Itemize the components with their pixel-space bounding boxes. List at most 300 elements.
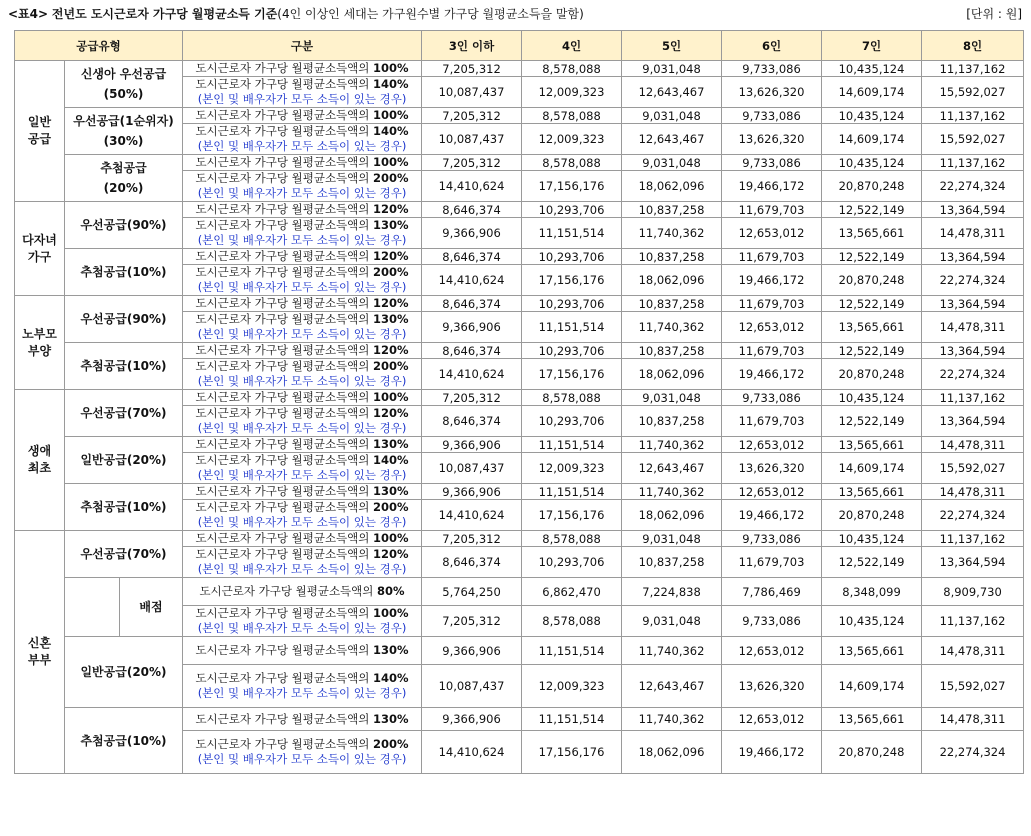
unit-label: [단위 : 원]: [966, 7, 1022, 21]
income-value: 13,364,594: [922, 547, 1024, 578]
income-value: 10,837,258: [622, 343, 722, 359]
income-value: 17,156,176: [522, 265, 622, 296]
dual-income-note: (본인 및 배우자가 모두 소득이 있는 경우): [197, 562, 407, 576]
income-value: 12,522,149: [822, 343, 922, 359]
table-row: [15, 61, 1024, 77]
income-value: 13,626,320: [722, 453, 822, 484]
spacer-cell: [65, 578, 120, 637]
income-value: 10,293,706: [522, 249, 622, 265]
description-text: [195, 155, 408, 169]
income-value: 13,626,320: [722, 665, 822, 708]
income-value: 5,764,250: [422, 578, 522, 606]
income-value: 15,592,027: [922, 665, 1024, 708]
description-prefix: 도시근로자 가구당 월평균소득액의: [195, 296, 370, 310]
description-cell: [183, 665, 422, 708]
income-value: 12,009,323: [522, 77, 622, 108]
description-prefix: 도시근로자 가구당 월평균소득액의: [195, 711, 370, 726]
description-cell: [183, 249, 422, 265]
income-value: 13,565,661: [822, 637, 922, 665]
header-category: 구분: [183, 31, 422, 61]
income-percent: 200%: [373, 500, 409, 514]
description-text: [195, 343, 408, 357]
income-value: 9,031,048: [622, 108, 722, 124]
income-value: 13,364,594: [922, 406, 1024, 437]
subgroup-cell: 우선공급(90%): [65, 202, 183, 249]
income-value: 13,565,661: [822, 437, 922, 453]
income-value: 11,151,514: [522, 218, 622, 249]
income-value: 8,578,088: [522, 390, 622, 406]
income-value: 22,274,324: [922, 359, 1024, 390]
income-value: 9,031,048: [622, 61, 722, 77]
dual-income-note: (본인 및 배우자가 모두 소득이 있는 경우): [197, 233, 407, 247]
subgroup-cell: 추첨공급 (20%): [65, 155, 183, 202]
description-text: [195, 643, 408, 657]
description-text: [195, 312, 408, 326]
income-value: 9,031,048: [622, 606, 722, 637]
income-value: 7,224,838: [622, 578, 722, 606]
table-row: [15, 578, 1024, 606]
income-value: 14,478,311: [922, 484, 1024, 500]
income-value: 10,435,124: [822, 390, 922, 406]
income-value: 7,205,312: [422, 108, 522, 124]
income-percent: 120%: [373, 547, 409, 561]
income-value: 18,062,096: [622, 500, 722, 531]
income-value: 20,870,248: [822, 171, 922, 202]
income-value: 17,156,176: [522, 500, 622, 531]
income-value: 10,435,124: [822, 61, 922, 77]
description-prefix: 도시근로자 가구당 월평균소득액의: [195, 453, 370, 467]
description-prefix: 도시근로자 가구당 월평균소득액의: [195, 343, 370, 357]
income-value: 9,733,086: [722, 606, 822, 637]
income-value: 22,274,324: [922, 171, 1024, 202]
income-value: 11,740,362: [622, 484, 722, 500]
income-value: 10,087,437: [422, 665, 522, 708]
income-value: 13,626,320: [722, 77, 822, 108]
description-cell: [183, 343, 422, 359]
income-value: 20,870,248: [822, 731, 922, 774]
description-prefix: 도시근로자 가구당 월평균소득액의: [195, 124, 370, 138]
subgroup-cell: 추첨공급(10%): [65, 249, 183, 296]
income-value: 9,031,048: [622, 390, 722, 406]
caption-label: <표4>: [8, 7, 49, 21]
description-prefix: 도시근로자 가구당 월평균소득액의: [195, 531, 370, 545]
income-value: 9,366,906: [422, 218, 522, 249]
description-cell: [183, 124, 422, 155]
income-value: 9,366,906: [422, 637, 522, 665]
dual-income-note: (본인 및 배우자가 모두 소득이 있는 경우): [197, 186, 407, 200]
income-value: 10,293,706: [522, 202, 622, 218]
income-value: 6,862,470: [522, 578, 622, 606]
income-value: 10,837,258: [622, 249, 722, 265]
description-prefix: 도시근로자 가구당 월평균소득액의: [195, 171, 370, 185]
description-prefix: 도시근로자 가구당 월평균소득액의: [195, 437, 370, 451]
table-row: [15, 155, 1024, 171]
income-value: 14,478,311: [922, 437, 1024, 453]
income-value: 19,466,172: [722, 500, 822, 531]
income-value: 11,137,162: [922, 61, 1024, 77]
income-value: 8,646,374: [422, 343, 522, 359]
income-value: 14,478,311: [922, 218, 1024, 249]
table-row: [15, 531, 1024, 547]
income-value: 11,151,514: [522, 637, 622, 665]
description-text: [195, 453, 408, 467]
income-value: 8,646,374: [422, 406, 522, 437]
group-cell: 일반 공급: [15, 61, 65, 202]
income-value: 20,870,248: [822, 500, 922, 531]
income-percent: 100%: [373, 108, 409, 122]
description-text: [195, 437, 408, 451]
description-cell: [183, 531, 422, 547]
description-text: [199, 584, 404, 598]
description-cell: [183, 406, 422, 437]
income-value: 17,156,176: [522, 359, 622, 390]
description-cell: [183, 453, 422, 484]
description-text: [195, 61, 408, 75]
description-prefix: 도시근로자 가구당 월평균소득액의: [199, 584, 374, 598]
income-value: 12,009,323: [522, 124, 622, 155]
table-row: [15, 343, 1024, 359]
income-value: 14,478,311: [922, 312, 1024, 343]
dual-income-note: (본인 및 배우자가 모두 소득이 있는 경우): [197, 139, 407, 153]
description-text: [195, 296, 408, 310]
income-value: 9,031,048: [622, 531, 722, 547]
description-cell: [183, 359, 422, 390]
income-value: 11,137,162: [922, 531, 1024, 547]
table-row: [15, 108, 1024, 124]
income-percent: 200%: [373, 359, 409, 373]
income-value: 19,466,172: [722, 265, 822, 296]
group-cell: 다자녀 가구: [15, 202, 65, 296]
income-value: 9,366,906: [422, 708, 522, 731]
income-value: 12,009,323: [522, 665, 622, 708]
income-value: 20,870,248: [822, 265, 922, 296]
income-value: 12,653,012: [722, 437, 822, 453]
income-value: 14,410,624: [422, 731, 522, 774]
income-percent: 200%: [373, 737, 409, 751]
description-cell: [183, 637, 422, 665]
income-value: 12,522,149: [822, 296, 922, 312]
income-value: 8,578,088: [522, 606, 622, 637]
description-text: [195, 249, 408, 263]
header-5: 5인: [622, 31, 722, 61]
income-percent: 100%: [373, 61, 409, 75]
income-value: 12,643,467: [622, 453, 722, 484]
description-prefix: 도시근로자 가구당 월평균소득액의: [195, 202, 370, 216]
dual-income-note: (본인 및 배우자가 모두 소득이 있는 경우): [197, 421, 407, 435]
income-value: 13,364,594: [922, 202, 1024, 218]
description-cell: [183, 708, 422, 731]
income-value: 13,364,594: [922, 343, 1024, 359]
income-value: 7,205,312: [422, 606, 522, 637]
income-percent: 140%: [373, 453, 409, 467]
description-text: [195, 124, 408, 138]
income-value: 10,293,706: [522, 343, 622, 359]
income-value: 12,653,012: [722, 708, 822, 731]
income-value: 12,653,012: [722, 312, 822, 343]
description-text: [195, 531, 408, 545]
income-percent: 130%: [373, 484, 409, 498]
description-prefix: 도시근로자 가구당 월평균소득액의: [195, 547, 370, 561]
header-4: 4인: [522, 31, 622, 61]
income-value: 9,031,048: [622, 155, 722, 171]
income-percent: 100%: [373, 531, 409, 545]
income-percent: 130%: [373, 437, 409, 451]
description-text: [195, 171, 408, 185]
description-text: [195, 547, 408, 561]
income-percent: 130%: [373, 643, 409, 657]
income-value: 8,578,088: [522, 61, 622, 77]
table-caption: [8, 4, 1024, 24]
description-cell: [183, 312, 422, 343]
income-value: 9,366,906: [422, 437, 522, 453]
income-value: 10,293,706: [522, 296, 622, 312]
income-percent: 120%: [373, 249, 409, 263]
income-value: 13,626,320: [722, 124, 822, 155]
income-value: 12,522,149: [822, 202, 922, 218]
income-value: 8,578,088: [522, 108, 622, 124]
dual-income-note: (본인 및 배우자가 모두 소득이 있는 경우): [197, 327, 407, 341]
description-cell: [183, 500, 422, 531]
income-value: 8,909,730: [922, 578, 1024, 606]
income-value: 11,137,162: [922, 606, 1024, 637]
description-text: [195, 484, 408, 498]
dual-income-note: (본인 및 배우자가 모두 소득이 있는 경우): [197, 374, 407, 388]
description-text: [195, 500, 408, 514]
income-value: 10,087,437: [422, 453, 522, 484]
subgroup-cell: 추첨공급(10%): [65, 708, 183, 774]
income-value: 10,837,258: [622, 202, 722, 218]
income-value: 22,274,324: [922, 265, 1024, 296]
income-value: 11,151,514: [522, 484, 622, 500]
description-cell: [183, 77, 422, 108]
income-value: 12,643,467: [622, 77, 722, 108]
description-prefix: 도시근로자 가구당 월평균소득액의: [195, 61, 370, 75]
description-text: [195, 202, 408, 216]
income-value: 8,578,088: [522, 531, 622, 547]
income-value: 8,646,374: [422, 547, 522, 578]
description-cell: [183, 484, 422, 500]
income-value: 12,653,012: [722, 484, 822, 500]
income-percent: 120%: [373, 296, 409, 310]
income-value: 14,410,624: [422, 171, 522, 202]
income-value: 11,740,362: [622, 312, 722, 343]
income-value: 9,733,086: [722, 155, 822, 171]
dual-income-note: (본인 및 배우자가 모두 소득이 있는 경우): [197, 686, 407, 700]
income-value: 11,740,362: [622, 708, 722, 731]
income-value: 10,293,706: [522, 406, 622, 437]
description-text: [195, 218, 408, 232]
income-value: 10,435,124: [822, 531, 922, 547]
income-value: 12,522,149: [822, 406, 922, 437]
income-percent: 120%: [373, 343, 409, 357]
income-value: 11,679,703: [722, 406, 822, 437]
description-cell: [183, 218, 422, 249]
income-value: 22,274,324: [922, 500, 1024, 531]
income-value: 17,156,176: [522, 171, 622, 202]
table-row: [15, 708, 1024, 731]
income-percent: 200%: [373, 171, 409, 185]
income-value: 20,870,248: [822, 359, 922, 390]
table-row: [15, 484, 1024, 500]
income-value: 8,348,099: [822, 578, 922, 606]
income-value: 11,151,514: [522, 312, 622, 343]
income-percent: 80%: [377, 584, 405, 598]
description-prefix: 도시근로자 가구당 월평균소득액의: [195, 249, 370, 263]
description-prefix: 도시근로자 가구당 월평균소득액의: [195, 737, 370, 751]
income-value: 10,837,258: [622, 296, 722, 312]
income-percent: 120%: [373, 406, 409, 420]
subgroup-cell: 우선공급(90%): [65, 296, 183, 343]
income-value: 10,837,258: [622, 406, 722, 437]
description-text: [195, 77, 408, 91]
income-value: 11,679,703: [722, 343, 822, 359]
description-cell: [183, 731, 422, 774]
income-value: 13,565,661: [822, 484, 922, 500]
income-value: 15,592,027: [922, 77, 1024, 108]
description-text: [195, 108, 408, 122]
income-value: 18,062,096: [622, 265, 722, 296]
group-cell: 노부모 부양: [15, 296, 65, 390]
subgroup-cell: 신생아 우선공급 (50%): [65, 61, 183, 108]
income-percent: 140%: [373, 77, 409, 91]
header-3-or-less: 3인 이하: [422, 31, 522, 61]
description-prefix: 도시근로자 가구당 월평균소득액의: [195, 265, 370, 279]
description-text: [195, 671, 408, 685]
subgroup-cell: 추첨공급(10%): [65, 343, 183, 390]
income-value: 10,837,258: [622, 547, 722, 578]
header-6: 6인: [722, 31, 822, 61]
description-cell: [183, 296, 422, 312]
income-value: 15,592,027: [922, 453, 1024, 484]
income-value: 9,733,086: [722, 108, 822, 124]
income-value: 12,643,467: [622, 124, 722, 155]
income-value: 12,653,012: [722, 637, 822, 665]
income-value: 12,653,012: [722, 218, 822, 249]
description-prefix: 도시근로자 가구당 월평균소득액의: [195, 643, 370, 657]
caption-title: 전년도 도시근로자 가구당 월평균소득 기준: [51, 7, 278, 21]
header-7: 7인: [822, 31, 922, 61]
income-percent: 100%: [373, 606, 409, 620]
caption-note: (4인 이상인 세대는 가구원수별 가구당 월평균소득을 말함): [277, 7, 584, 21]
income-value: 12,522,149: [822, 547, 922, 578]
income-value: 10,087,437: [422, 77, 522, 108]
table-row: [15, 637, 1024, 665]
description-prefix: 도시근로자 가구당 월평균소득액의: [195, 671, 370, 685]
income-value: 18,062,096: [622, 359, 722, 390]
income-value: 17,156,176: [522, 731, 622, 774]
income-value: 14,609,174: [822, 124, 922, 155]
income-value: 12,522,149: [822, 249, 922, 265]
income-value: 9,733,086: [722, 531, 822, 547]
income-value: 14,478,311: [922, 708, 1024, 731]
income-value: 8,646,374: [422, 296, 522, 312]
subgroup-cell: 배점: [120, 578, 183, 637]
subgroup-cell: 우선공급(1순위자) (30%): [65, 108, 183, 155]
income-value: 11,679,703: [722, 202, 822, 218]
income-value: 14,609,174: [822, 77, 922, 108]
description-text: [195, 406, 408, 420]
subgroup-cell: 추첨공급(10%): [65, 484, 183, 531]
income-value: 18,062,096: [622, 171, 722, 202]
group-cell: 생애 최초: [15, 390, 65, 531]
income-value: 9,733,086: [722, 61, 822, 77]
income-percent: 130%: [373, 218, 409, 232]
description-cell: [183, 155, 422, 171]
income-value: 11,740,362: [622, 637, 722, 665]
table-row: [15, 296, 1024, 312]
income-value: 12,643,467: [622, 665, 722, 708]
income-value: 14,410,624: [422, 500, 522, 531]
income-value: 10,087,437: [422, 124, 522, 155]
description-prefix: 도시근로자 가구당 월평균소득액의: [195, 312, 370, 326]
header-8: 8인: [922, 31, 1024, 61]
description-cell: [183, 265, 422, 296]
description-cell: [183, 108, 422, 124]
subgroup-cell: 우선공급(70%): [65, 390, 183, 437]
description-cell: [183, 61, 422, 77]
income-percent: 140%: [373, 671, 409, 685]
income-value: 13,364,594: [922, 296, 1024, 312]
description-text: [195, 712, 408, 726]
description-cell: [183, 390, 422, 406]
income-value: 11,679,703: [722, 249, 822, 265]
income-value: 13,565,661: [822, 708, 922, 731]
income-value: 11,151,514: [522, 437, 622, 453]
dual-income-note: (본인 및 배우자가 모두 소득이 있는 경우): [197, 515, 407, 529]
subgroup-cell: 우선공급(70%): [65, 531, 183, 578]
income-value: 10,435,124: [822, 155, 922, 171]
description-text: [195, 359, 408, 373]
description-cell: [183, 171, 422, 202]
income-value: 9,366,906: [422, 312, 522, 343]
income-value: 7,205,312: [422, 390, 522, 406]
description-cell: [183, 202, 422, 218]
description-text: [195, 737, 408, 751]
description-cell: [183, 606, 422, 637]
income-value: 14,478,311: [922, 637, 1024, 665]
income-value: 22,274,324: [922, 731, 1024, 774]
income-value: 10,435,124: [822, 108, 922, 124]
income-value: 11,679,703: [722, 547, 822, 578]
income-value: 7,205,312: [422, 531, 522, 547]
income-value: 14,609,174: [822, 665, 922, 708]
dual-income-note: (본인 및 배우자가 모두 소득이 있는 경우): [197, 92, 407, 106]
income-value: 9,733,086: [722, 390, 822, 406]
table-row: [15, 249, 1024, 265]
description-prefix: 도시근로자 가구당 월평균소득액의: [195, 390, 370, 404]
description-prefix: 도시근로자 가구당 월평균소득액의: [195, 218, 370, 232]
table-row: [15, 202, 1024, 218]
table-row: [15, 390, 1024, 406]
income-value: 8,646,374: [422, 202, 522, 218]
description-prefix: 도시근로자 가구당 월평균소득액의: [195, 406, 370, 420]
income-percent: 130%: [373, 711, 409, 726]
description-prefix: 도시근로자 가구당 월평균소득액의: [195, 606, 370, 620]
income-value: 18,062,096: [622, 731, 722, 774]
income-value: 15,592,027: [922, 124, 1024, 155]
income-value: 11,137,162: [922, 390, 1024, 406]
dual-income-note: (본인 및 배우자가 모두 소득이 있는 경우): [197, 752, 407, 766]
income-percent: 100%: [373, 390, 409, 404]
description-prefix: 도시근로자 가구당 월평균소득액의: [195, 500, 370, 514]
dual-income-note: (본인 및 배우자가 모두 소득이 있는 경우): [197, 468, 407, 482]
income-value: 9,366,906: [422, 484, 522, 500]
income-value: 11,679,703: [722, 296, 822, 312]
subgroup-cell: 일반공급(20%): [65, 637, 183, 708]
income-value: 10,293,706: [522, 547, 622, 578]
dual-income-note: (본인 및 배우자가 모두 소득이 있는 경우): [197, 621, 407, 635]
description-text: [195, 265, 408, 279]
